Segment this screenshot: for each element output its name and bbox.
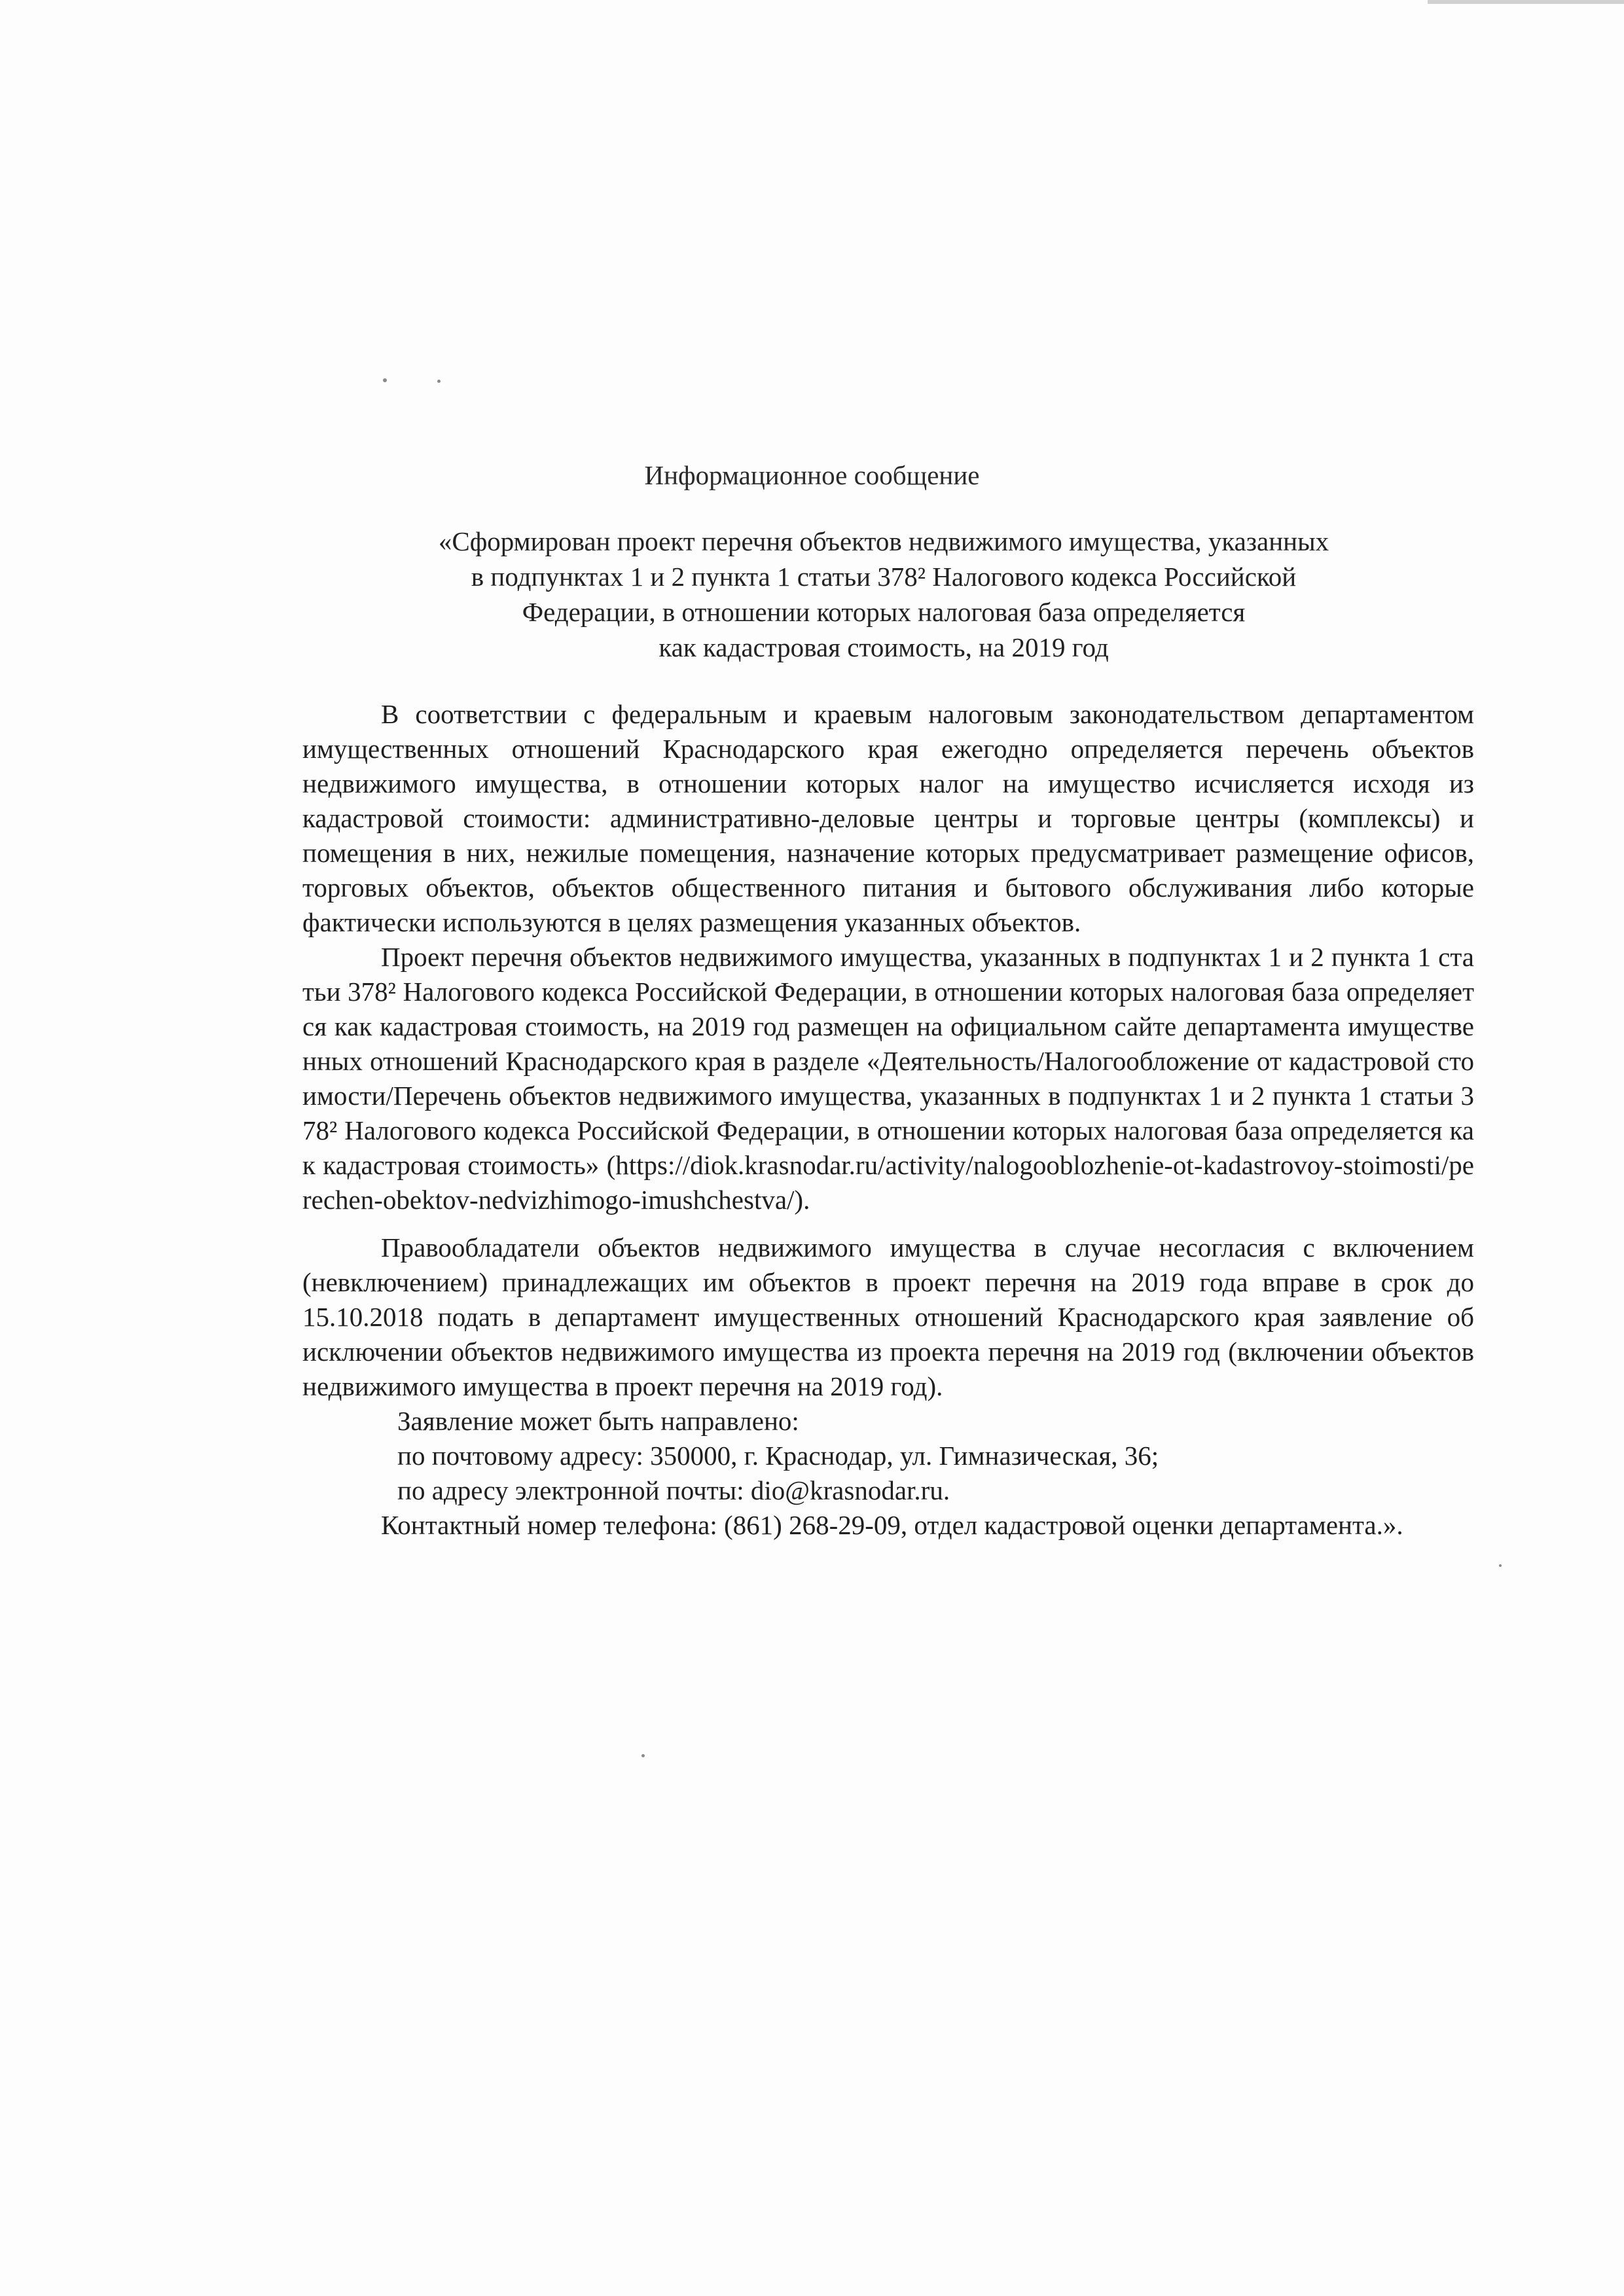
contact-phone: Контактный номер телефона: (861) 268-29-09, отдел кадастровой оценки департамента.». — [381, 1510, 1403, 1540]
scan-speck — [1499, 1564, 1502, 1567]
scan-speck — [641, 1754, 645, 1757]
document-title: Информационное сообщение — [644, 460, 980, 490]
subject-line: Федерации, в отношении которых налоговая база определяется — [522, 597, 1246, 627]
paragraph-project-list: Проект перечня объектов недвижимого имущества, указанных в подпунктах 1 и 2 пункта 1 статьи 378² Налогового кодекса Российской Федерации, в отношении которых налоговая база определяется как кадастровая стоимость, на 2019 год размещен на официальном сайте департамента имущественных отношений Краснодарского края в разделе «Деятельность/Налогообложение от кадастровой стоимости/Перечень объектов недвижимого имущества, указанных в подпунктах 1 и 2 пункта 1 статьи 378² Налогового кодекса Российской Федерации, в отношении которых налоговая база определяется как кадастровая стоимость» (https://diok.krasnodar.ru/activity/nalogooblozhenie-ot-kadastrovoy-stoimosti/perechen-obektov-nedvizhimogo-imushchestva/). — [302, 942, 1474, 1215]
document-subject — [275, 524, 1492, 665]
scan-speck — [383, 378, 387, 382]
subject-line: «Сформирован проект перечня объектов недвижимого имущества, указанных — [438, 526, 1329, 556]
paragraph-rightholders: Правообладатели объектов недвижимого имущества в случае несогласия с включением (невключением) принадлежащих им объектов в проект перечня на 2019 года вправе в срок до 15.10.2018 подать в департамент имущественных отношений Краснодарского края заявление об исключении объектов недвижимого имущества из проекта перечня на 2019 год (включении объектов недвижимого имущества в проект перечня на 2019 год). — [302, 1232, 1474, 1401]
subject-line: как кадастровая стоимость, на 2019 год — [659, 632, 1109, 662]
postal-address: по почтовому адресу: 350000, г. Краснодар, ул. Гимназическая, 36; — [397, 1441, 1159, 1471]
application-intro: Заявление может быть направлено: — [397, 1406, 799, 1436]
email-address: по адресу электронной почты: dio@krasnodar.ru. — [397, 1475, 950, 1505]
paragraph-legislation: В соответствии с федеральным и краевым налоговым законодательством департаментом имущественных отношений Краснодарского края ежегодно определяется перечень объектов недвижимого имущества, в отношении которых налог на имущество исчисляется исходя из кадастровой стоимости: административно-деловые центры и торговые центры (комплексы) и помещения в них, нежилые помещения, назначение которых предусматривает размещение офисов, торговых объектов, объектов общественного питания и бытового обслуживания либо которые фактически используются в целях размещения указанных объектов. — [302, 699, 1474, 937]
document-body — [302, 697, 1474, 1543]
scan-edge-artifact — [1428, 0, 1624, 4]
scan-speck — [437, 380, 441, 383]
subject-line: в подпунктах 1 и 2 пункта 1 статьи 378² Налогового кодекса Российской — [471, 562, 1297, 592]
